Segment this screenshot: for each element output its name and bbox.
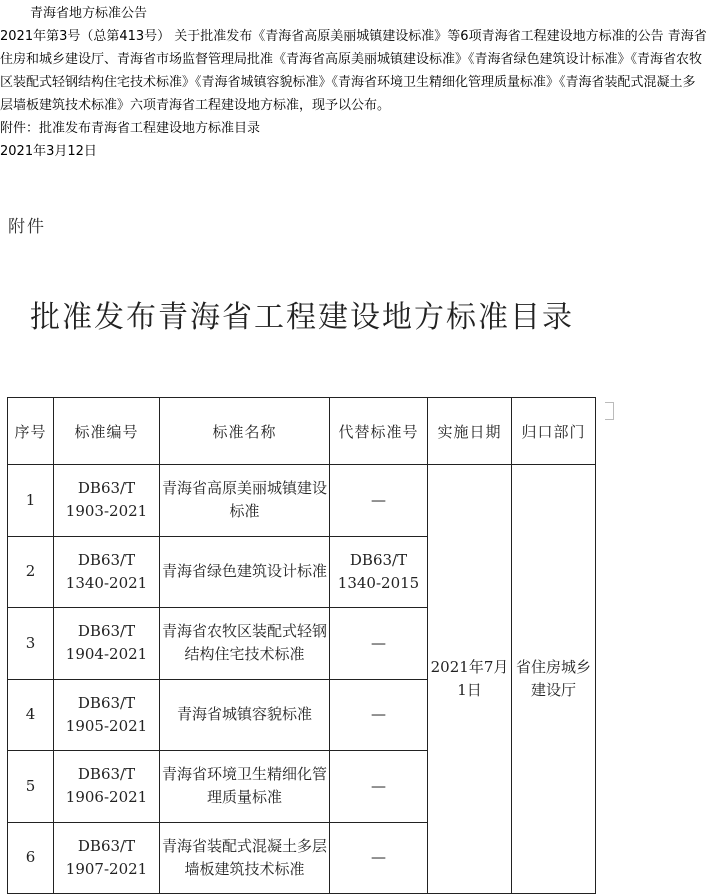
cell-no: 3 <box>8 608 54 680</box>
cell-name: 青海省城镇容貌标准 <box>160 679 330 751</box>
notice-title: 青海省地方标准公告 <box>30 6 148 21</box>
notice-body: 2021年第3号（总第413号） 关于批准发布《青海省高原美丽城镇建设标准》等6项青海省工程建设地方标准的公告 青海省住房和城乡建设厅、青海省市场监督管理局批准《青海省高原美丽城镇建设标准》《青海省绿色建筑设计标准》《青海省农牧区装配式轻钢结构住宅技术标准》《青海省城镇容貌标准》《青海省环境卫生精细化管理质量标准》《青海省装配式混凝土多层墙板建筑技术标准》六项青海省工程建设地方标准，现予以公布。 <box>0 29 707 113</box>
cell-name: 青海省绿色建筑设计标准 <box>160 536 330 608</box>
header-dept: 归口部门 <box>512 398 596 465</box>
cell-replace: — <box>330 608 428 680</box>
document-title: 批准发布青海省工程建设地方标准目录 <box>30 300 574 335</box>
notice-date: 2021年3月12日 <box>0 144 97 159</box>
table-row <box>8 465 596 537</box>
standards-table <box>7 397 596 894</box>
cell-department: 省住房城乡建设厅 <box>512 465 596 894</box>
cell-no: 4 <box>8 679 54 751</box>
cell-code: DB63/T 1905-2021 <box>54 679 160 751</box>
header-replace: 代替标准号 <box>330 398 428 465</box>
cell-effective-date: 2021年7月1日 <box>428 465 512 894</box>
header-no: 序号 <box>8 398 54 465</box>
cell-name: 青海省农牧区装配式轻钢结构住宅技术标准 <box>160 608 330 680</box>
cell-replace: — <box>330 822 428 894</box>
cell-code: DB63/T 1907-2021 <box>54 822 160 894</box>
cell-code: DB63/T 1906-2021 <box>54 751 160 823</box>
cell-code: DB63/T 1904-2021 <box>54 608 160 680</box>
cell-replace: DB63/T 1340-2015 <box>330 536 428 608</box>
cell-replace: — <box>330 679 428 751</box>
cell-no: 1 <box>8 465 54 537</box>
header-date: 实施日期 <box>428 398 512 465</box>
table-edge-marker <box>605 402 614 420</box>
cell-no: 2 <box>8 536 54 608</box>
cell-no: 5 <box>8 751 54 823</box>
cell-name: 青海省环境卫生精细化管理质量标准 <box>160 751 330 823</box>
cell-replace: — <box>330 751 428 823</box>
cell-no: 6 <box>8 822 54 894</box>
notice-attachment-line: 附件：批准发布青海省工程建设地方标准目录 <box>0 121 261 136</box>
cell-name: 青海省装配式混凝土多层墙板建筑技术标准 <box>160 822 330 894</box>
cell-code: DB63/T 1903-2021 <box>54 465 160 537</box>
header-code: 标准编号 <box>54 398 160 465</box>
cell-code: DB63/T 1340-2021 <box>54 536 160 608</box>
cell-name: 青海省高原美丽城镇建设标准 <box>160 465 330 537</box>
attachment-label: 附件 <box>8 217 46 237</box>
cell-replace: — <box>330 465 428 537</box>
header-name: 标准名称 <box>160 398 330 465</box>
